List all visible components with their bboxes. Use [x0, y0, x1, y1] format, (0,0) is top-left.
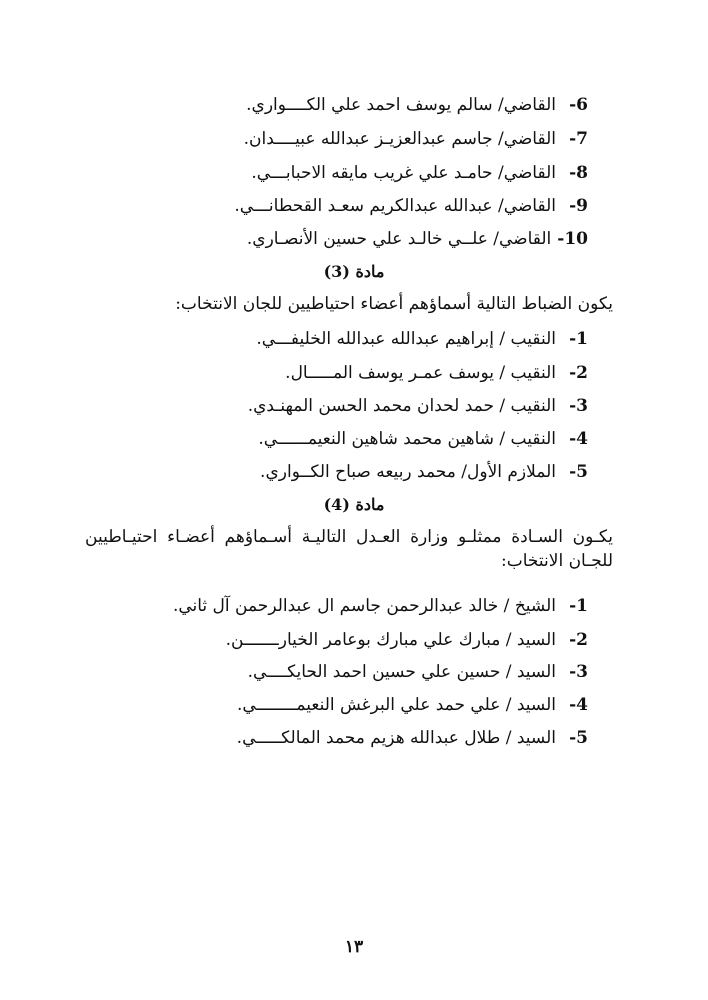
item-text: القاضي/ سالم يوسف احمد علي الكــــواري.	[246, 95, 556, 115]
item-text: السيد / علي حمد علي البرغش النعيمــــــــي.	[237, 695, 556, 715]
item-number: 6-	[569, 95, 588, 115]
item-text: القاضي/ جاسم عبدالعزيـز عبدالله عبيــــدان.	[243, 129, 556, 149]
list-item	[256, 327, 588, 351]
list-item	[244, 127, 588, 151]
item-text: السيد / مبارك علي مبارك بوعامر الخيارـــــــن.	[225, 630, 556, 650]
item-number: 5-	[569, 728, 588, 748]
list-item	[246, 93, 588, 117]
item-number: 4-	[569, 695, 588, 715]
list-item	[258, 427, 588, 451]
article-3-heading: مادة (3)	[323, 262, 385, 281]
item-text: الشيخ / خالد عبدالرحمن جاسم ال عبدالرحمن آل ثاني.	[172, 596, 556, 616]
item-text: النقيب / شاهين محمد شاهين النعيمــــــي.	[258, 429, 556, 449]
item-text: النقيب / يوسف عمـر يوسف المـــــال.	[285, 363, 556, 383]
article-3-intro: يكون الضباط التالية أسماؤهم أعضاء احتياطيين للجان الانتخاب:	[175, 294, 613, 314]
item-number: 2-	[569, 630, 588, 650]
article-4-intro: يكـون السـادة ممثلـو وزارة العـدل التاليـة أسـماؤهم أعضـاء احتيـاطيين للجـان الانتخاب:	[85, 527, 613, 571]
item-text: السيد / طلال عبدالله هزيم محمد المالكـــــي.	[236, 728, 556, 748]
list-item	[251, 161, 588, 185]
list-item	[248, 660, 588, 684]
list-item	[285, 361, 588, 385]
item-text: القاضي/ علــي خالـد علي حسين الأنصـاري.	[246, 229, 552, 249]
list-item	[247, 227, 588, 251]
list-item	[248, 394, 588, 418]
item-text: النقيب / حمد لحدان محمد الحسن المهنـدي.	[247, 396, 556, 416]
item-text: القاضي/ حامـد علي غريب مايقه الاحبابـــي.	[251, 163, 556, 183]
list-item	[226, 628, 588, 652]
list-item	[237, 693, 588, 717]
item-number: 7-	[569, 129, 588, 149]
item-number: 2-	[569, 363, 588, 383]
list-item	[234, 194, 588, 218]
list-item	[173, 594, 588, 618]
item-text: الملازم الأول/ محمد ربيعه صباح الكــواري.	[260, 462, 556, 482]
item-number: 3-	[569, 662, 588, 682]
page-number: ١٣	[344, 937, 364, 957]
item-number: 5-	[569, 462, 588, 482]
item-number: 8-	[569, 163, 588, 183]
item-text: القاضي/ عبدالله عبدالكريم سعـد القحطانـــي.	[234, 196, 556, 216]
item-number: 1-	[569, 329, 588, 349]
list-item	[260, 460, 588, 484]
item-number: 3-	[569, 396, 588, 416]
item-text: السيد / حسين علي حسين احمد الحايكــــي.	[247, 662, 556, 682]
item-number: 9-	[569, 196, 588, 216]
item-number: 4-	[569, 429, 588, 449]
list-item	[237, 726, 588, 750]
item-number: 10-	[557, 229, 588, 249]
item-text: النقيب / إبراهيم عبدالله عبدالله الخليفـــي.	[256, 329, 556, 349]
item-number: 1-	[569, 596, 588, 616]
article-4-heading: مادة (4)	[323, 495, 385, 514]
